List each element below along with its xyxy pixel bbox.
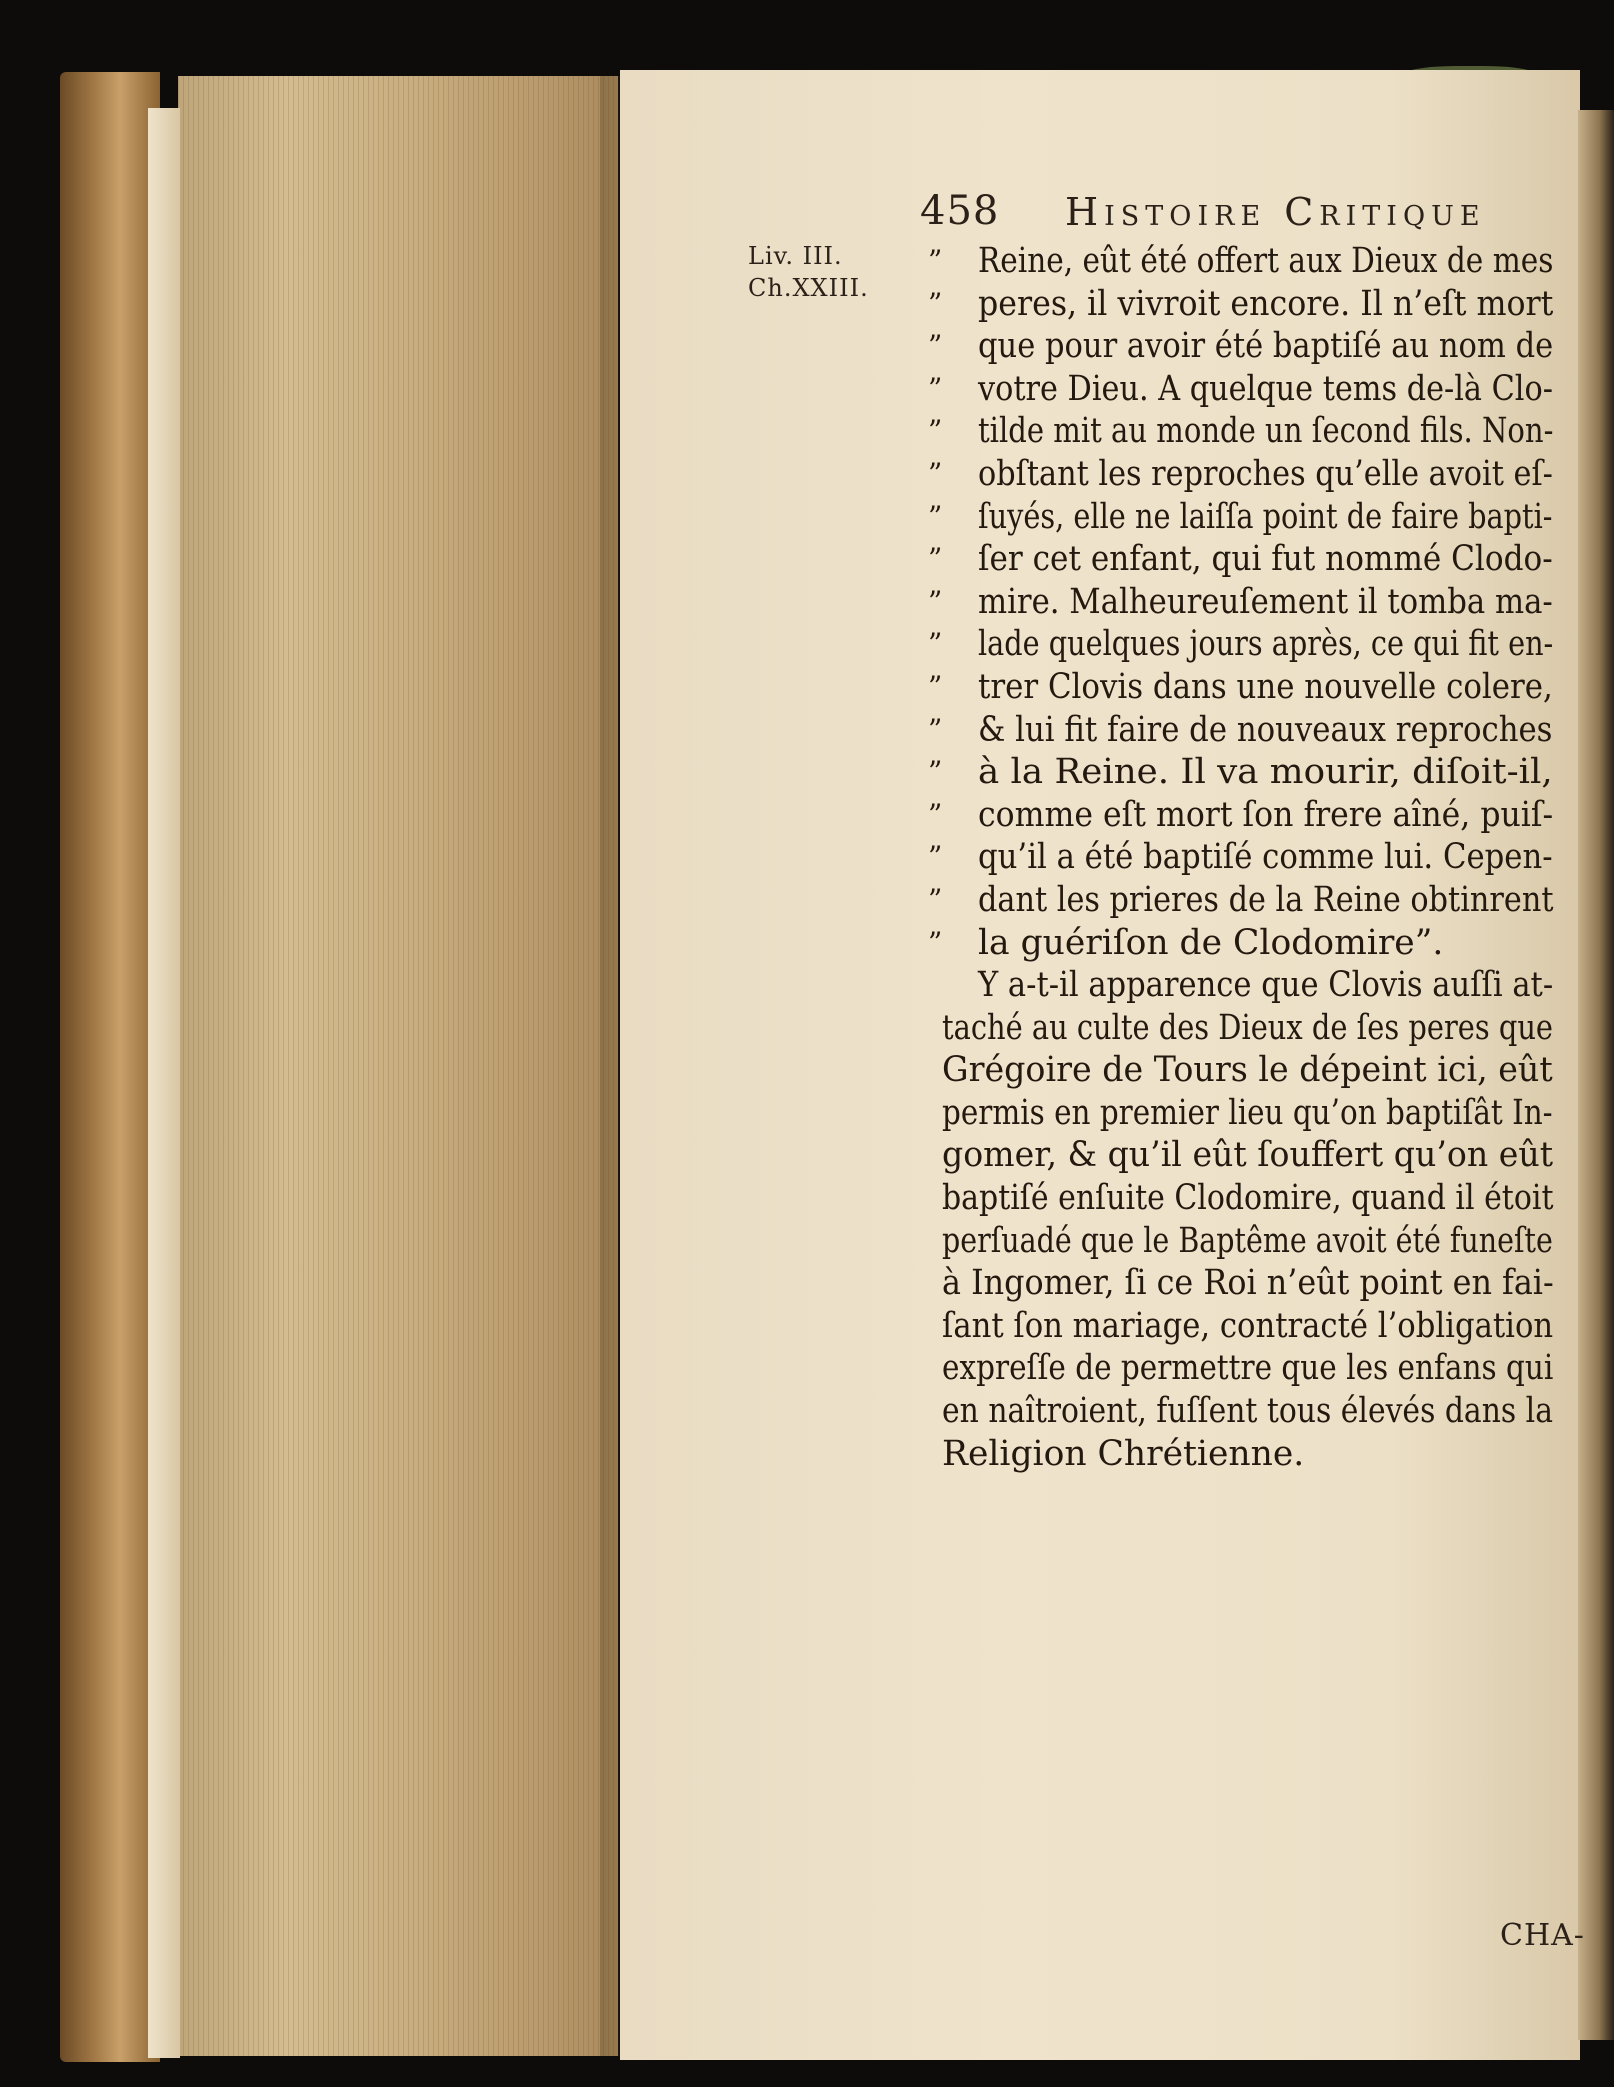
- page-number: 458: [920, 188, 1000, 234]
- text-line: [928, 879, 1568, 922]
- text-line-content: expreſſe de permettre que les enfans qui: [942, 1348, 1554, 1389]
- quote-mark: ”: [928, 499, 943, 533]
- quote-mark: ”: [928, 882, 943, 916]
- margin-note-chapter: Ch.XXIII.: [748, 274, 869, 302]
- text-line: [928, 1305, 1568, 1348]
- margin-note: [748, 240, 928, 304]
- text-line-content: Y a-t-il apparence que Clovis auſſi at-: [978, 965, 1554, 1006]
- text-line-content: mire. Malheureuſement il tomba ma-: [978, 581, 1553, 622]
- quote-mark: ”: [928, 244, 943, 277]
- quote-mark: ”: [928, 925, 943, 959]
- text-line: [928, 325, 1568, 368]
- text-line: [928, 836, 1568, 879]
- quote-mark: ”: [928, 371, 943, 405]
- text-line: [928, 1092, 1568, 1135]
- text-line: [928, 368, 1568, 411]
- text-line: [928, 1220, 1568, 1263]
- text-line-content: ſuyés, elle ne laiſſa point de faire bapti-: [978, 496, 1553, 537]
- text-line: [928, 1262, 1568, 1305]
- quote-mark: ”: [928, 329, 943, 363]
- text-line-content: lade quelques jours après, ce qui fit en-: [978, 624, 1554, 665]
- text-line: [928, 1134, 1568, 1177]
- quote-mark: ”: [928, 542, 943, 576]
- text-line: [928, 1049, 1568, 1092]
- text-line-content: Religion Chrétienne.: [942, 1433, 1305, 1474]
- text-line: [928, 1390, 1568, 1433]
- quote-mark: ”: [928, 755, 943, 789]
- text-line: [928, 538, 1568, 581]
- running-title: Histoire Critique: [1065, 190, 1486, 234]
- quote-mark: ”: [928, 797, 943, 831]
- margin-note-book: Liv. III.: [748, 242, 843, 270]
- text-line: [928, 283, 1568, 326]
- quote-mark: ”: [928, 584, 943, 618]
- text-line-content: peres, il vivroit encore. Il n’eſt mort: [978, 283, 1554, 324]
- endpaper-strip: [148, 108, 180, 2058]
- quote-mark: ”: [928, 669, 943, 703]
- text-line: [928, 410, 1568, 453]
- bleed-through-text: [940, 1460, 1560, 1500]
- text-line-content: votre Dieu. A quelque tems de-là Clo-: [978, 368, 1553, 409]
- text-line-content: la guériſon de Clodomire”.: [978, 922, 1444, 963]
- quote-mark: ”: [928, 414, 943, 448]
- quote-mark: ”: [928, 712, 943, 746]
- text-line: [928, 1347, 1568, 1390]
- text-line: [928, 581, 1568, 624]
- text-line-content: ſant ſon mariage, contracté l’obligation: [942, 1305, 1554, 1346]
- text-line-content: à Ingomer, ſi ce Roi n’eût point en fai-: [942, 1263, 1554, 1304]
- text-line: [928, 496, 1568, 539]
- text-line-content: gomer, & qu’il eût ſouffert qu’on eût: [942, 1135, 1554, 1176]
- text-line-content: baptiſé enſuite Clodomire, quand il étoit: [942, 1178, 1554, 1219]
- text-line: [928, 240, 1568, 283]
- text-line-content: que pour avoir été baptiſé au nom de: [978, 326, 1554, 367]
- text-line-content: & lui fit faire de nouveaux reproches: [978, 709, 1553, 750]
- text-line-content: Reine, eût été offert aux Dieux de mes: [978, 241, 1554, 281]
- catchword: CHA-: [1500, 1918, 1585, 1953]
- quote-mark: ”: [928, 627, 943, 661]
- spine-gutter: [1578, 110, 1614, 2040]
- book-cover-edge: [60, 72, 160, 2062]
- text-line-content: permis en premier lieu qu’on baptiſât In-: [942, 1092, 1553, 1133]
- text-line-content: à la Reine. Il va mourir, diſoit-il,: [978, 752, 1553, 793]
- text-line-content: trer Clovis dans une nouvelle colere,: [978, 666, 1553, 707]
- text-line-content: ſer cet enfant, qui fut nommé Clodo-: [978, 539, 1553, 580]
- quote-mark: ”: [928, 840, 943, 874]
- text-line: [928, 453, 1568, 496]
- text-line: [928, 623, 1568, 666]
- text-line-content: qu’il a été baptiſé comme lui. Cepen-: [978, 837, 1553, 878]
- text-line-content: tilde mit au monde un ſecond fils. Non-: [978, 411, 1554, 452]
- text-line: [928, 964, 1568, 1007]
- text-line-content: obſtant les reproches qu’elle avoit eſ-: [978, 453, 1553, 494]
- text-line-content: Grégoire de Tours le dépeint ici, eût: [942, 1050, 1553, 1091]
- page-block-edge: [178, 76, 618, 2056]
- quote-mark: ”: [928, 286, 943, 320]
- text-line: [928, 666, 1568, 709]
- text-line: [928, 709, 1568, 752]
- text-line: [928, 922, 1568, 965]
- text-line: [928, 794, 1568, 837]
- text-line: [928, 751, 1568, 794]
- text-line-content: perſuadé que le Baptême avoit été funeſte: [942, 1220, 1553, 1261]
- quote-mark: ”: [928, 456, 943, 490]
- body-text: [928, 240, 1568, 1475]
- text-line: [928, 1007, 1568, 1050]
- text-line-content: comme eſt mort ſon frere aîné, puiſ-: [978, 794, 1554, 835]
- text-line-content: en naîtroient, fuſſent tous élevés dans la: [942, 1391, 1553, 1432]
- text-line: [928, 1177, 1568, 1220]
- running-head: [920, 188, 1560, 238]
- text-line-content: dant les prieres de la Reine obtinrent: [978, 879, 1554, 920]
- text-line-content: taché au culte des Dieux de ſes peres que: [942, 1007, 1554, 1048]
